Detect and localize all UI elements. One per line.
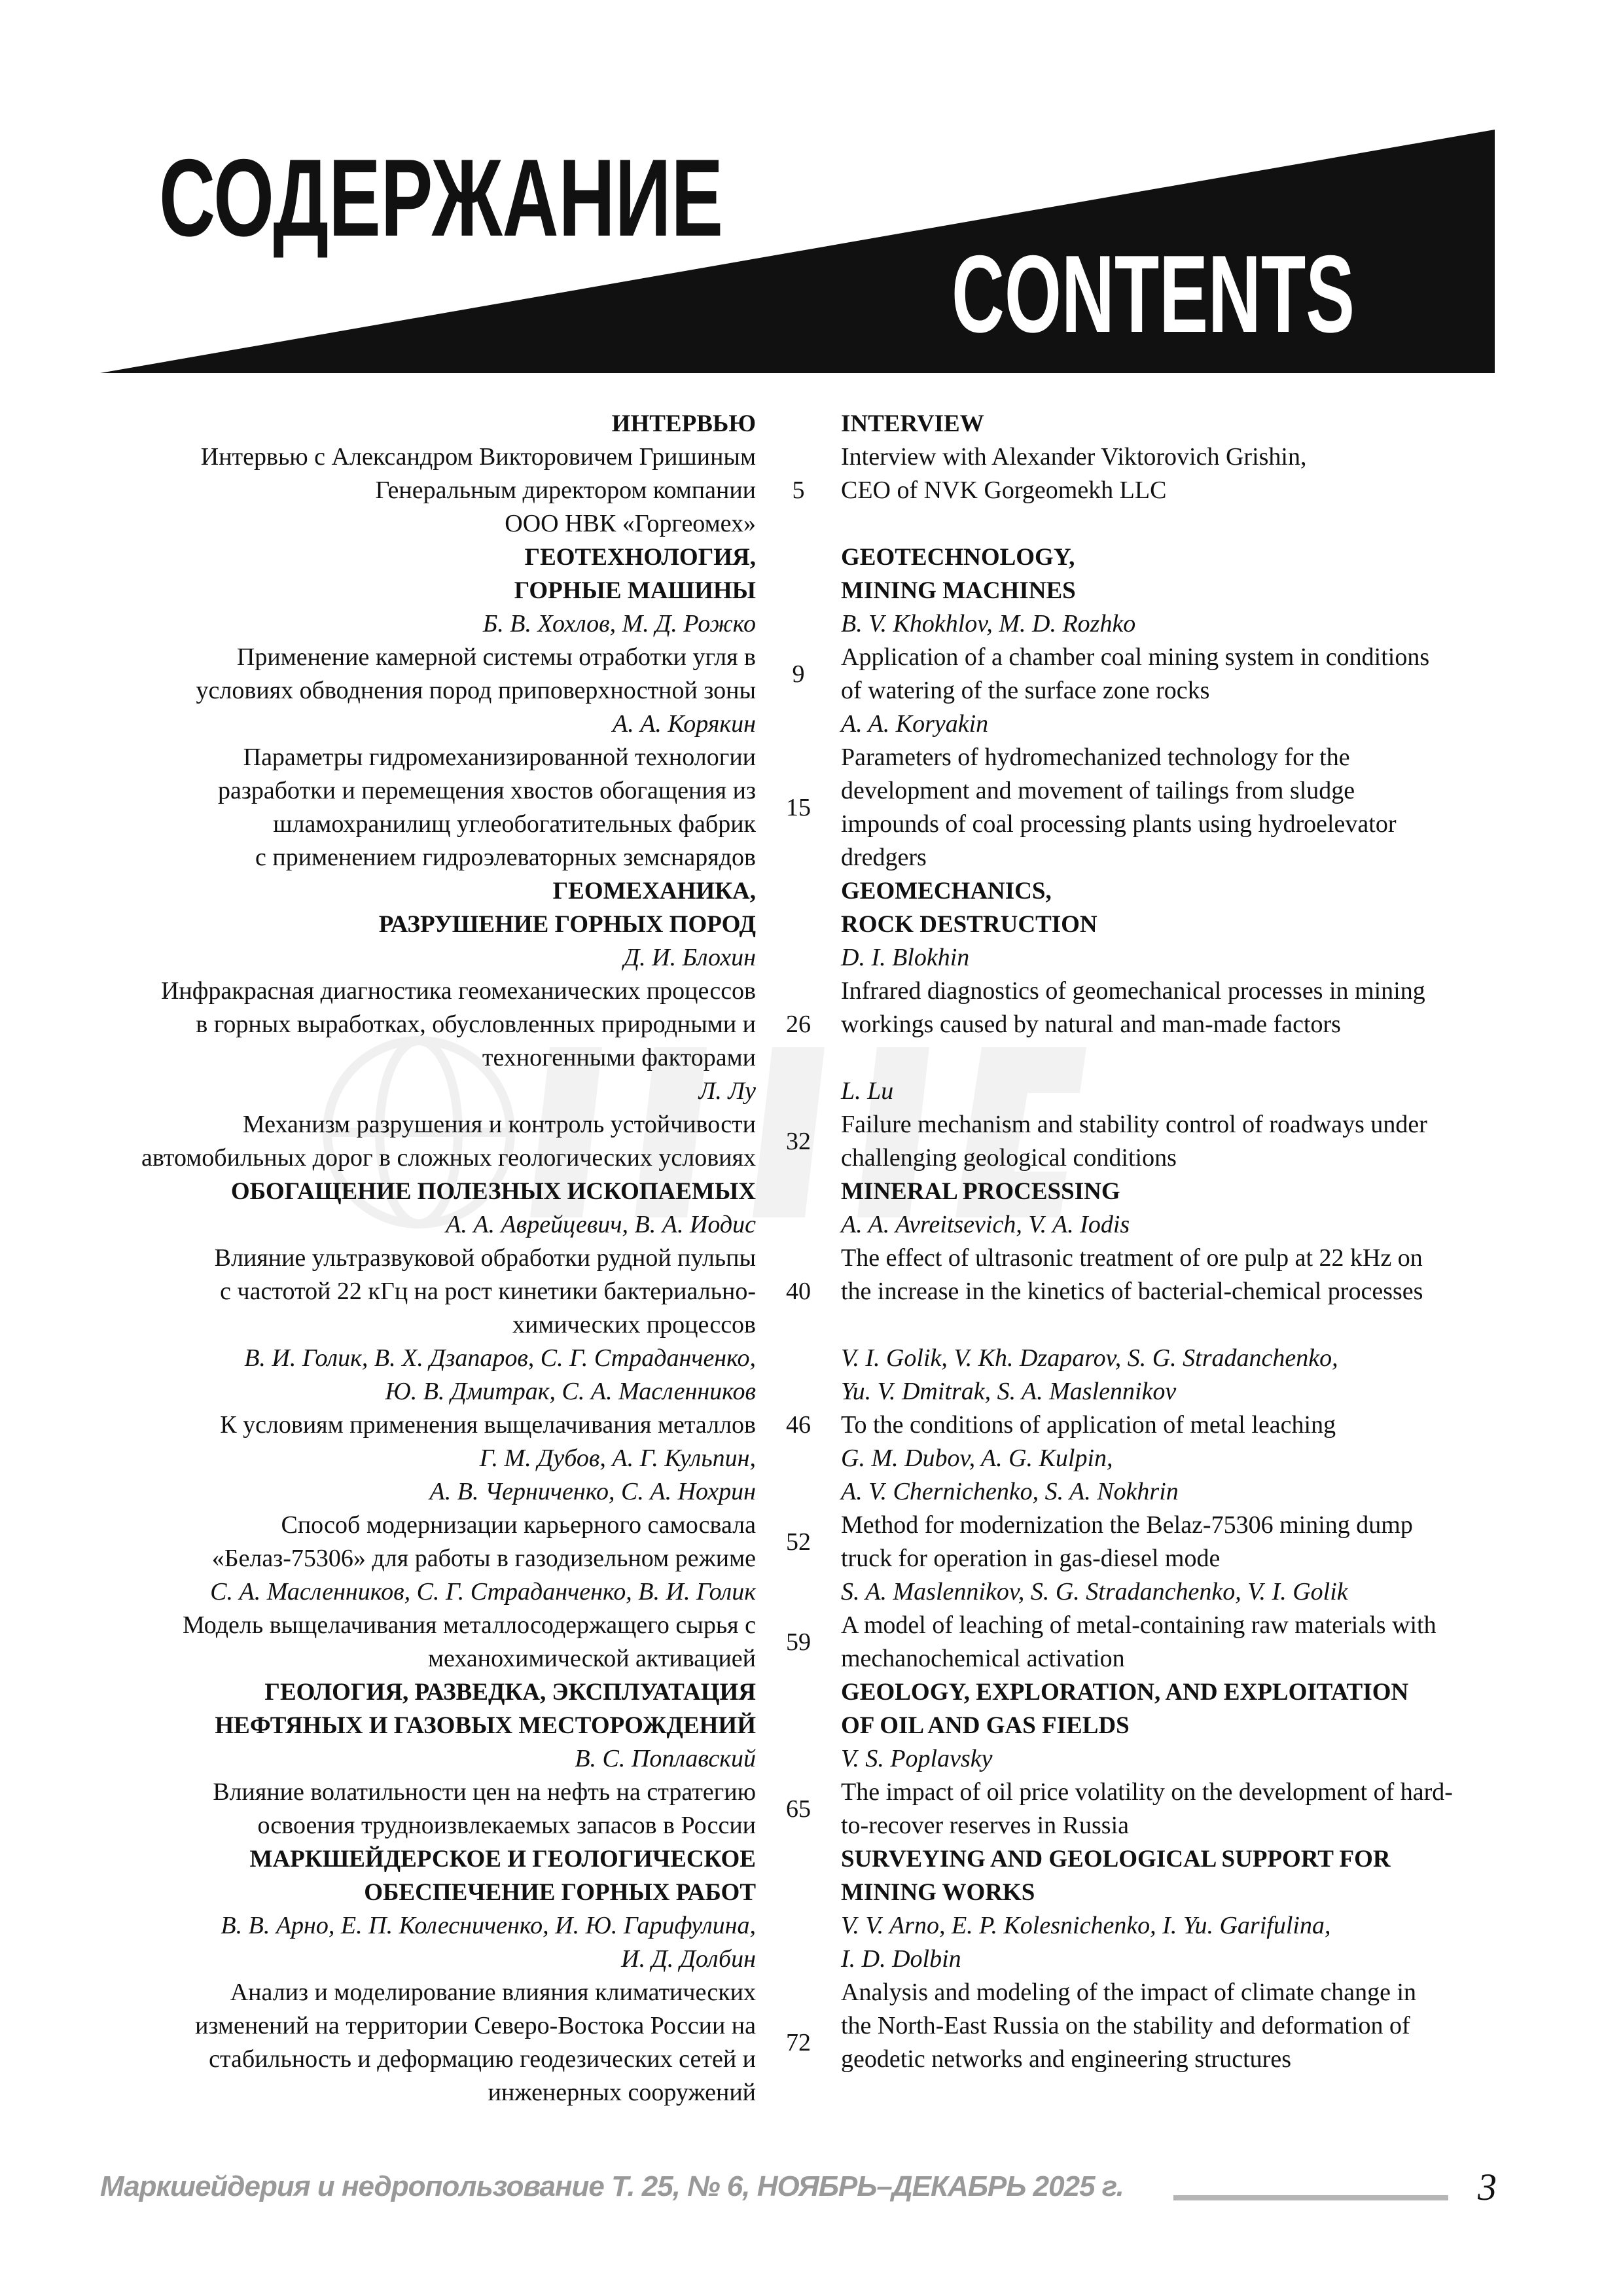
title-row (98, 741, 1505, 874)
toc-section (98, 1175, 1505, 1676)
title-line: Интервью с Александром Викторовичем Гришиным (200, 443, 756, 471)
article-title-en (841, 440, 1505, 541)
authors-row (98, 941, 1505, 975)
section-heading-en (841, 1842, 1505, 1909)
title-row (98, 975, 1505, 1075)
toc-entry[interactable] (98, 708, 1505, 874)
author-line: S. A. Maslennikov, S. G. Stradanchenko, V. I. Golik (841, 1578, 1348, 1605)
title-line: шламохранилищ углеобогатительных фабрик (273, 810, 756, 838)
author-line: Yu. V. Dmitrak, S. A. Maslennikov (841, 1378, 1177, 1405)
title-line: разработки и перемещения хвостов обогащения из (217, 777, 756, 804)
page-ref: 15 (786, 793, 811, 821)
title-line: Infrared diagnostics of geomechanical processes in mining (841, 977, 1425, 1005)
author-line: G. M. Dubov, A. G. Kulpin, (841, 1444, 1113, 1472)
article-title-en (841, 975, 1505, 1075)
section-heading-row (98, 1842, 1505, 1909)
authors-ru (98, 1909, 756, 1976)
title-en: CONTENTS (952, 232, 1355, 355)
title-line: освоения трудноизвлекаемых запасов в России (257, 1812, 756, 1839)
title-line: Application of a chamber coal mining system in conditions (841, 643, 1430, 671)
section-heading-en (841, 407, 1505, 440)
author-line: Ю. В. Дмитрак, С. А. Масленников (385, 1378, 756, 1405)
title-line: стабильность и деформацию геодезических сетей и (209, 2045, 756, 2073)
toc-entry[interactable] (98, 1208, 1505, 1342)
article-title-en (841, 1408, 1505, 1442)
section-heading-row (98, 1175, 1505, 1208)
section-heading-en (841, 1676, 1505, 1742)
heading-line: НЕФТЯНЫХ И ГАЗОВЫХ МЕСТОРОЖДЕНИЙ (215, 1712, 756, 1739)
toc-entry[interactable] (98, 607, 1505, 708)
title-row (98, 641, 1505, 708)
author-line: С. А. Масленников, С. Г. Страданченко, В. И. Голик (210, 1578, 756, 1605)
section-heading-row (98, 1676, 1505, 1742)
heading-line: OF OIL AND GAS FIELDS (841, 1712, 1130, 1739)
heading-line: GEOMECHANICS, (841, 878, 1052, 905)
section-heading-ru (98, 1676, 756, 1742)
author-line: A. A. Koryakin (841, 710, 989, 738)
article-title-ru (98, 1609, 756, 1676)
article-title-en (841, 741, 1505, 874)
title-row (98, 1976, 1505, 2109)
authors-ru (98, 1742, 756, 1776)
article-title-ru (98, 1509, 756, 1575)
toc-entry[interactable] (98, 1442, 1505, 1575)
section-heading-en (841, 874, 1505, 941)
author-line: В. С. Поплавский (575, 1745, 756, 1772)
title-row (98, 440, 1505, 541)
authors-row (98, 1342, 1505, 1408)
title-line: Analysis and modeling of the impact of climate change in (841, 1979, 1417, 2006)
article-title-en (841, 641, 1505, 708)
heading-line: GEOTECHNOLOGY, (841, 544, 1075, 571)
section-heading-row (98, 407, 1505, 440)
authors-en (841, 1075, 1505, 1108)
title-line: инженерных сооружений (488, 2079, 756, 2106)
author-line: B. V. Khokhlov, M. D. Rozhko (841, 610, 1136, 637)
title-line: «Белаз-75306» для работы в газодизельном режиме (211, 1545, 756, 1572)
title-row (98, 1776, 1505, 1842)
author-line: V. S. Poplavsky (841, 1745, 993, 1772)
title-line: dredgers (841, 844, 927, 871)
title-line: автомобильных дорог в сложных геологических условиях (141, 1144, 756, 1172)
article-title-en (841, 1509, 1505, 1575)
toc-entry[interactable] (98, 1742, 1505, 1842)
title-line: Модель выщелачивания металлосодержащего сырья с (182, 1611, 756, 1639)
toc-section (98, 407, 1505, 541)
authors-ru (98, 607, 756, 641)
title-line: truck for operation in gas-diesel mode (841, 1545, 1221, 1572)
title-line: условиях обводнения пород приповерхностной зоны (196, 677, 756, 704)
title-row (98, 1242, 1505, 1342)
section-heading-en (841, 1175, 1505, 1208)
author-line: L. Lu (841, 1077, 894, 1105)
page-ref: 26 (786, 1011, 811, 1038)
author-line: D. I. Blokhin (841, 944, 970, 971)
author-line: В. В. Арно, Е. П. Колесниченко, И. Ю. Гарифулина, (221, 1912, 756, 1939)
title-line: CEO of NVK Gorgeomekh LLC (841, 476, 1167, 504)
title-line: ООО НВК «Горгеомех» (505, 510, 756, 537)
article-title-ru (98, 975, 756, 1075)
page-ref: 9 (792, 660, 805, 688)
authors-en (841, 1575, 1505, 1609)
author-line: V. V. Arno, E. P. Kolesnichenko, I. Yu. Garifulina, (841, 1912, 1331, 1939)
heading-line: ИНТЕРВЬЮ (611, 410, 756, 437)
authors-row (98, 607, 1505, 641)
title-line: Parameters of hydromechanized technology for the (841, 744, 1350, 771)
section-heading-ru (98, 1175, 756, 1208)
authors-row (98, 1208, 1505, 1242)
title-line: The impact of oil price volatility on the development of hard- (841, 1778, 1453, 1806)
title-line: mechanochemical activation (841, 1645, 1125, 1672)
toc-section (98, 874, 1505, 1175)
page-ref: 65 (786, 1795, 811, 1823)
section-heading-row (98, 541, 1505, 607)
title-line: Влияние ультразвуковой обработки рудной пульпы (214, 1244, 756, 1272)
author-line: А. В. Черниченко, С. А. Нохрин (429, 1478, 756, 1505)
title-line: A model of leaching of metal-containing raw materials with (841, 1611, 1436, 1639)
title-line: в горных выработках, обусловленных природными и (196, 1011, 756, 1038)
authors-ru (98, 1342, 756, 1408)
title-row (98, 1509, 1505, 1575)
article-title-ru (98, 1776, 756, 1842)
title-line: of watering of the surface zone rocks (841, 677, 1210, 704)
authors-ru (98, 1208, 756, 1242)
footer-rule (1173, 2195, 1448, 2200)
heading-line: ROCK DESTRUCTION (841, 911, 1097, 938)
section-heading-row (98, 874, 1505, 941)
title-line: Interview with Alexander Viktorovich Grishin, (841, 443, 1307, 471)
section-heading-ru (98, 874, 756, 941)
title-row (98, 1609, 1505, 1676)
article-title-ru (98, 1108, 756, 1175)
page-ref: 5 (792, 476, 805, 504)
page-ref: 52 (786, 1528, 811, 1556)
toc-entry[interactable] (98, 440, 1505, 541)
heading-line: ГЕОМЕХАНИКА, (552, 878, 756, 905)
page-ref: 59 (786, 1628, 811, 1656)
heading-line: ОБЕСПЕЧЕНИЕ ГОРНЫХ РАБОТ (364, 1879, 756, 1906)
page-ref: 32 (786, 1127, 811, 1155)
section-heading-ru (98, 1842, 756, 1909)
title-line: Влияние волатильности цен на нефть на стратегию (213, 1778, 756, 1806)
authors-en (841, 1909, 1505, 1976)
page-ref: 40 (786, 1278, 811, 1305)
title-line: К условиям применения выщелачивания металлов (220, 1411, 756, 1439)
authors-ru (98, 708, 756, 741)
page-ref: 46 (786, 1411, 811, 1439)
article-title-ru (98, 1242, 756, 1342)
article-title-ru (98, 1976, 756, 2109)
author-line: А. А. Аврейцевич, В. А. Иодис (446, 1211, 756, 1238)
authors-en (841, 607, 1505, 641)
author-line: Г. М. Дубов, А. Г. Кульпин, (479, 1444, 756, 1472)
title-line: техногенными факторами (482, 1044, 756, 1071)
author-line: В. И. Голик, В. Х. Дзапаров, С. Г. Страданченко, (244, 1344, 756, 1372)
title-line: Генеральным директором компании (375, 476, 756, 504)
toc-entry[interactable] (98, 941, 1505, 1075)
article-title-en (841, 1108, 1505, 1175)
toc-entry[interactable] (98, 1342, 1505, 1442)
heading-line: INTERVIEW (841, 410, 984, 437)
authors-en (841, 1742, 1505, 1776)
authors-ru (98, 1442, 756, 1509)
title-line: изменений на территории Северо-Востока России на (195, 2012, 756, 2039)
title-line: workings caused by natural and man-made factors (841, 1011, 1341, 1038)
author-line: Д. И. Блохин (623, 944, 756, 971)
contents-header-banner (0, 0, 1623, 393)
toc-entry[interactable] (98, 1075, 1505, 1175)
heading-line: ГОРНЫЕ МАШИНЫ (514, 577, 756, 604)
page-ref: 72 (786, 2028, 811, 2056)
title-line: The effect of ultrasonic treatment of ore pulp at 22 kHz on (841, 1244, 1423, 1272)
title-line: механохимической активацией (428, 1645, 756, 1672)
author-line: I. D. Dolbin (841, 1945, 961, 1973)
author-line: А. А. Корякин (612, 710, 756, 738)
heading-line: MINERAL PROCESSING (841, 1178, 1120, 1205)
authors-ru (98, 1575, 756, 1609)
title-line: the increase in the kinetics of bacterial-chemical processes (841, 1278, 1423, 1305)
title-ru: СОДЕРЖАНИЕ (159, 136, 723, 259)
title-line: с частотой 22 кГц на рост кинетики бактериально- (220, 1278, 756, 1305)
toc-section (98, 541, 1505, 874)
author-line: И. Д. Долбин (621, 1945, 756, 1973)
article-title-en (841, 1609, 1505, 1676)
authors-en (841, 1342, 1505, 1408)
authors-en (841, 1442, 1505, 1509)
heading-line: ОБОГАЩЕНИЕ ПОЛЕЗНЫХ ИСКОПАЕМЫХ (230, 1178, 756, 1205)
article-title-en (841, 1976, 1505, 2109)
title-line: с применением гидроэлеваторных земснарядов (255, 844, 756, 871)
author-line: V. I. Golik, V. Kh. Dzaparov, S. G. Stradanchenko, (841, 1344, 1338, 1372)
heading-line: MINING WORKS (841, 1879, 1035, 1906)
author-line: Л. Лу (698, 1077, 756, 1105)
title-line: Инфракрасная диагностика геомеханических процессов (160, 977, 756, 1005)
title-line: to-recover reserves in Russia (841, 1812, 1130, 1839)
title-line: Параметры гидромеханизированной технологии (243, 744, 756, 771)
heading-line: ГЕОЛОГИЯ, РАЗВЕДКА, ЭКСПЛУАТАЦИЯ (264, 1679, 756, 1706)
title-row (98, 1408, 1505, 1442)
title-line: химических процессов (512, 1311, 756, 1338)
author-line: Б. В. Хохлов, М. Д. Рожко (482, 610, 756, 637)
title-line: geodetic networks and engineering structures (841, 2045, 1291, 2073)
authors-row (98, 1442, 1505, 1509)
heading-line: МАРКШЕЙДЕРСКОЕ И ГЕОЛОГИЧЕСКОЕ (249, 1846, 756, 1873)
article-title-ru (98, 741, 756, 874)
title-line: Method for modernization the Belaz-75306 mining dump (841, 1511, 1413, 1539)
authors-en (841, 941, 1505, 975)
page-number: 3 (1478, 2166, 1497, 2208)
journal-issue-line: Маркшейдерия и недропользование Т. 25, № 6, НОЯБРЬ–ДЕКАБРЬ 2025 г. (100, 2170, 1124, 2202)
title-line: Способ модернизации карьерного самосвала (281, 1511, 756, 1539)
heading-line: ГЕОТЕХНОЛОГИЯ, (524, 544, 756, 571)
table-of-contents (98, 407, 1505, 2109)
article-title-en (841, 1776, 1505, 1842)
authors-row (98, 1742, 1505, 1776)
article-title-ru (98, 1408, 756, 1442)
title-line: challenging geological conditions (841, 1144, 1177, 1172)
author-line: A. A. Avreitsevich, V. A. Iodis (841, 1211, 1130, 1238)
title-row (98, 1108, 1505, 1175)
authors-en (841, 1208, 1505, 1242)
title-line: impounds of coal processing plants using hydroelevator (841, 810, 1397, 838)
section-heading-ru (98, 407, 756, 440)
heading-line: GEOLOGY, EXPLORATION, AND EXPLOITATION (841, 1679, 1409, 1706)
authors-ru (98, 1075, 756, 1108)
section-heading-ru (98, 541, 756, 607)
heading-line: РАЗРУШЕНИЕ ГОРНЫХ ПОРОД (378, 911, 756, 938)
author-line: A. V. Chernichenko, S. A. Nokhrin (841, 1478, 1179, 1505)
article-title-ru (98, 641, 756, 708)
title-line: Применение камерной системы отработки угля в (236, 643, 756, 671)
section-heading-en (841, 541, 1505, 607)
title-line: the North-East Russia on the stability and deformation of (841, 2012, 1410, 2039)
authors-ru (98, 941, 756, 975)
title-line: Анализ и моделирование влияния климатических (230, 1979, 756, 2006)
authors-row (98, 1075, 1505, 1108)
toc-section (98, 1842, 1505, 2109)
title-line: Механизм разрушения и контроль устойчивости (242, 1111, 756, 1138)
heading-line: MINING MACHINES (841, 577, 1076, 604)
authors-en (841, 708, 1505, 741)
toc-section (98, 1676, 1505, 1842)
authors-row (98, 1909, 1505, 1976)
page-footer (100, 2168, 1507, 2220)
article-title-en (841, 1242, 1505, 1342)
toc-entry[interactable] (98, 1575, 1505, 1676)
toc-entry[interactable] (98, 1909, 1505, 2109)
heading-line: SURVEYING AND GEOLOGICAL SUPPORT FOR (841, 1846, 1391, 1873)
authors-row (98, 708, 1505, 741)
title-line: development and movement of tailings from sludge (841, 777, 1355, 804)
title-line: Failure mechanism and stability control of roadways under (841, 1111, 1427, 1138)
title-line: To the conditions of application of metal leaching (841, 1411, 1336, 1439)
article-title-ru (98, 440, 756, 541)
authors-row (98, 1575, 1505, 1609)
